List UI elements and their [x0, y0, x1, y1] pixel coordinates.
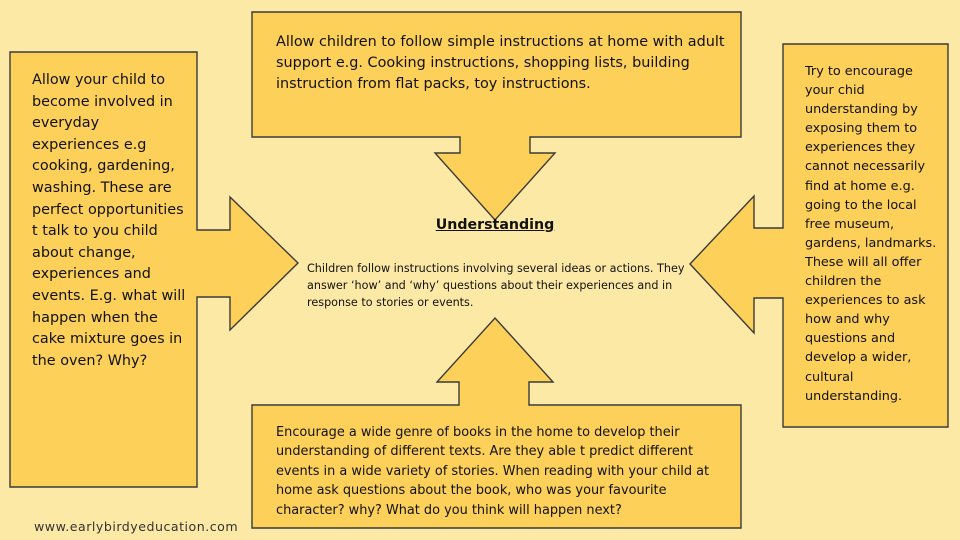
- right-box-text: Try to encourage your chid understanding by exposing them to experiences they cannot necessarily find at home e.g. going to the local free museum, gardens, landmarks. These will all offer children the experiences to ask how and why questions and develop a wider, cultural understanding.: [805, 64, 937, 404]
- center-description: Children follow instructions involving several ideas or actions. They answer ‘how’ and ‘why’ questions about their experiences and in response to stories or events.: [307, 262, 685, 309]
- website-url: www.earlybirdyeducation.com: [34, 519, 239, 534]
- top-box-text: Allow children to follow simple instructions at home with adult support e.g. Cooking instructions, shopping lists, building instruction from flat packs, toy instructions.: [276, 34, 725, 93]
- bottom-box-text: Encourage a wide genre of books in the home to develop their understanding of different texts. Are they able t predict different events in a wide variety of stories. When reading with your child at home ask questions about the book, who was your favourite character? why? What do you think will happen next?: [276, 425, 710, 518]
- left-box-text: Allow your child to become involved in everyday experiences e.g cooking, gardening, washing. These are perfect opportunities t talk to you child about change, experiences and events. E.g. what will happen when the cake mixture goes in the oven? Why?: [32, 72, 186, 369]
- center-title: Understanding: [435, 217, 555, 233]
